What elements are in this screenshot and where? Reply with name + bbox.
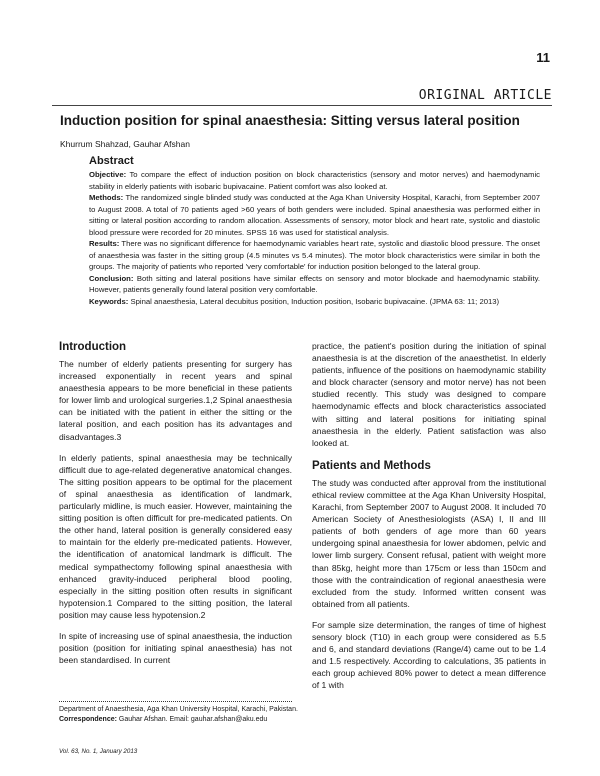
abstract-heading: Abstract [89,155,134,167]
methods-label: Methods: [89,193,124,202]
journal-footer: Vol. 63, No. 1, January 2013 [59,748,138,755]
header-divider [52,105,552,106]
page-number: 11 [536,50,550,65]
conclusion-label: Conclusion: [89,273,134,283]
introduction-paragraph-3-continued: practice, the patient's position during the initiation of spinal anaesthesia is at the discretion of the anaesthetist. In elderly patients, influence of the positions on haemodynamic stability and block character (sensory and motor nerve) has not been studied recently. This study was designed to compare haemodynamic effects and block characteristics associated with sitting and lateral positions for initiating spinal anaesthesia in the elderly. Patient satisfaction was also looked at. [312,341,546,448]
results-text: There was no significant difference for haemodynamic variables heart rate, systolic and diastolic blood pressure. The onset of anaesthesia was faster in the sitting group (4.5 minutes vs 5.4 minutes). The motor block characteristics were similar in both the groups. The majority of patients who reported 'very comfortable' for induction position belonged to the lateral group. [89,239,541,271]
methods-text: The randomized single blinded study was conducted at the Aga Khan University Hospital, Karachi, from September 2007 to August 2008. A total of 70 patients aged >60 years of both genders were included. Spinal anaesthesia was performed either in sitting or lateral position according to random allocation. Assessments of sensory, motor block and heart rate, systolic and diastolic blood pressure were recorded for 20 minutes. SPSS 16 was used for statistical analysis. [89,193,541,237]
footnote-divider [59,701,292,702]
abstract-conclusion [89,273,540,296]
left-column [59,340,292,666]
abstract-objective [89,169,540,192]
correspondence-text: Gauhar Afshan. Email: gauhar.afshan@aku.edu [118,716,268,723]
abstract-methods [89,192,540,238]
department-footnote: Department of Anaesthesia, Aga Khan University Hospital, Karachi, Pakistan. [59,706,298,713]
introduction-paragraph-1: The number of elderly patients presenting for surgery has increased exponentially in recent years and spinal anaesthesia appears to be more beneficial in these patients for lower limb and urological surgeries.1,2 Spinal anaesthesia can be initiated with the patient in either the sitting or the lateral position, and each position has its advantages and disadvantages.3 [59,359,292,442]
methods-paragraph-1: The study was conducted after approval from the institutional ethical review committee at the Aga Khan University Hospital, Karachi, from September 2007 to August 2008. It included 70 American Society of Anesthesiologists (ASA) I, II and III patients of both genders of age more than 60 years undergoing spinal anaesthesia for lower abdomen, pelvic and lower limb surgery. Consent refusal, patient with weight more than 85kg, height more than 175cm or less than 150cm and those with the contraindication of regional anaesthesia were excluded from the study. Informed written consent was obtained from all patients. [312,477,546,609]
introduction-paragraph-2: In elderly patients, spinal anaesthesia may be technically difficult due to age-related degenerative anatomical changes. The sitting position appears to be optimal for the placement of spinal anaesthesia as identification of landmark, particularly midline, is much easier. However, maintaining the sitting position is often difficult for pre-medicated patients. On the other hand, lateral position is generally considered easy to maintain for the elderly pre-medicated patients. However, the identification of anatomical landmark is difficult. The medical sympathectomy following spinal anaesthesia with enhanced gravity-induced peripheral blood pooling, especially in the sitting position often results in significant hypotension.1 Compared to the sitting position, the lateral position may cause less hypotension.2 [59,452,292,620]
abstract-keywords [89,296,540,308]
correspondence-label: Correspondence: [59,716,117,723]
objective-text: To compare the effect of induction position on block characteristics (sensory and motor nerves) and haemodynamic stability in elderly patients with isobaric bupivacaine. Patient comfort was also looked at. [89,170,541,191]
right-column [312,340,546,691]
methods-heading: Patients and Methods [312,459,431,472]
abstract-results [89,238,540,273]
keywords-label: Keywords: [89,296,129,306]
article-type-label: ORIGINAL ARTICLE [418,88,552,103]
conclusion-text: Both sitting and lateral positions have similar effects on sensory and motor blockade and haemodynamic stability. However, patients generally found lateral position very comfortable. [89,273,541,294]
article-authors: Khurrum Shahzad, Gauhar Afshan [60,139,190,149]
objective-label: Objective: [89,170,127,179]
article-title: Induction position for spinal anaesthesia: Sitting versus lateral position [60,113,520,128]
abstract-section [89,155,540,307]
introduction-paragraph-3: In spite of increasing use of spinal anaesthesia, the induction position (position for initiating spinal anaesthesia) has not been standardised. In current [59,630,292,666]
methods-paragraph-2: For sample size determination, the ranges of time of highest sensory block (T10) in each group were considered as 5.5 and 6, and standard deviations (Range/4) came out to be 1.4 and 1.5 respectively. According to calculations, 35 patients in each group achieved 80% power to detect a mean difference of 1 with [312,619,546,691]
keywords-text: Spinal anaesthesia, Lateral decubitus position, Induction position, Isobaric bupivacaine. (JPMA 63: 11; 2013) [130,296,500,306]
results-label: Results: [89,239,120,248]
correspondence-footnote [59,714,299,725]
introduction-heading: Introduction [59,341,127,353]
